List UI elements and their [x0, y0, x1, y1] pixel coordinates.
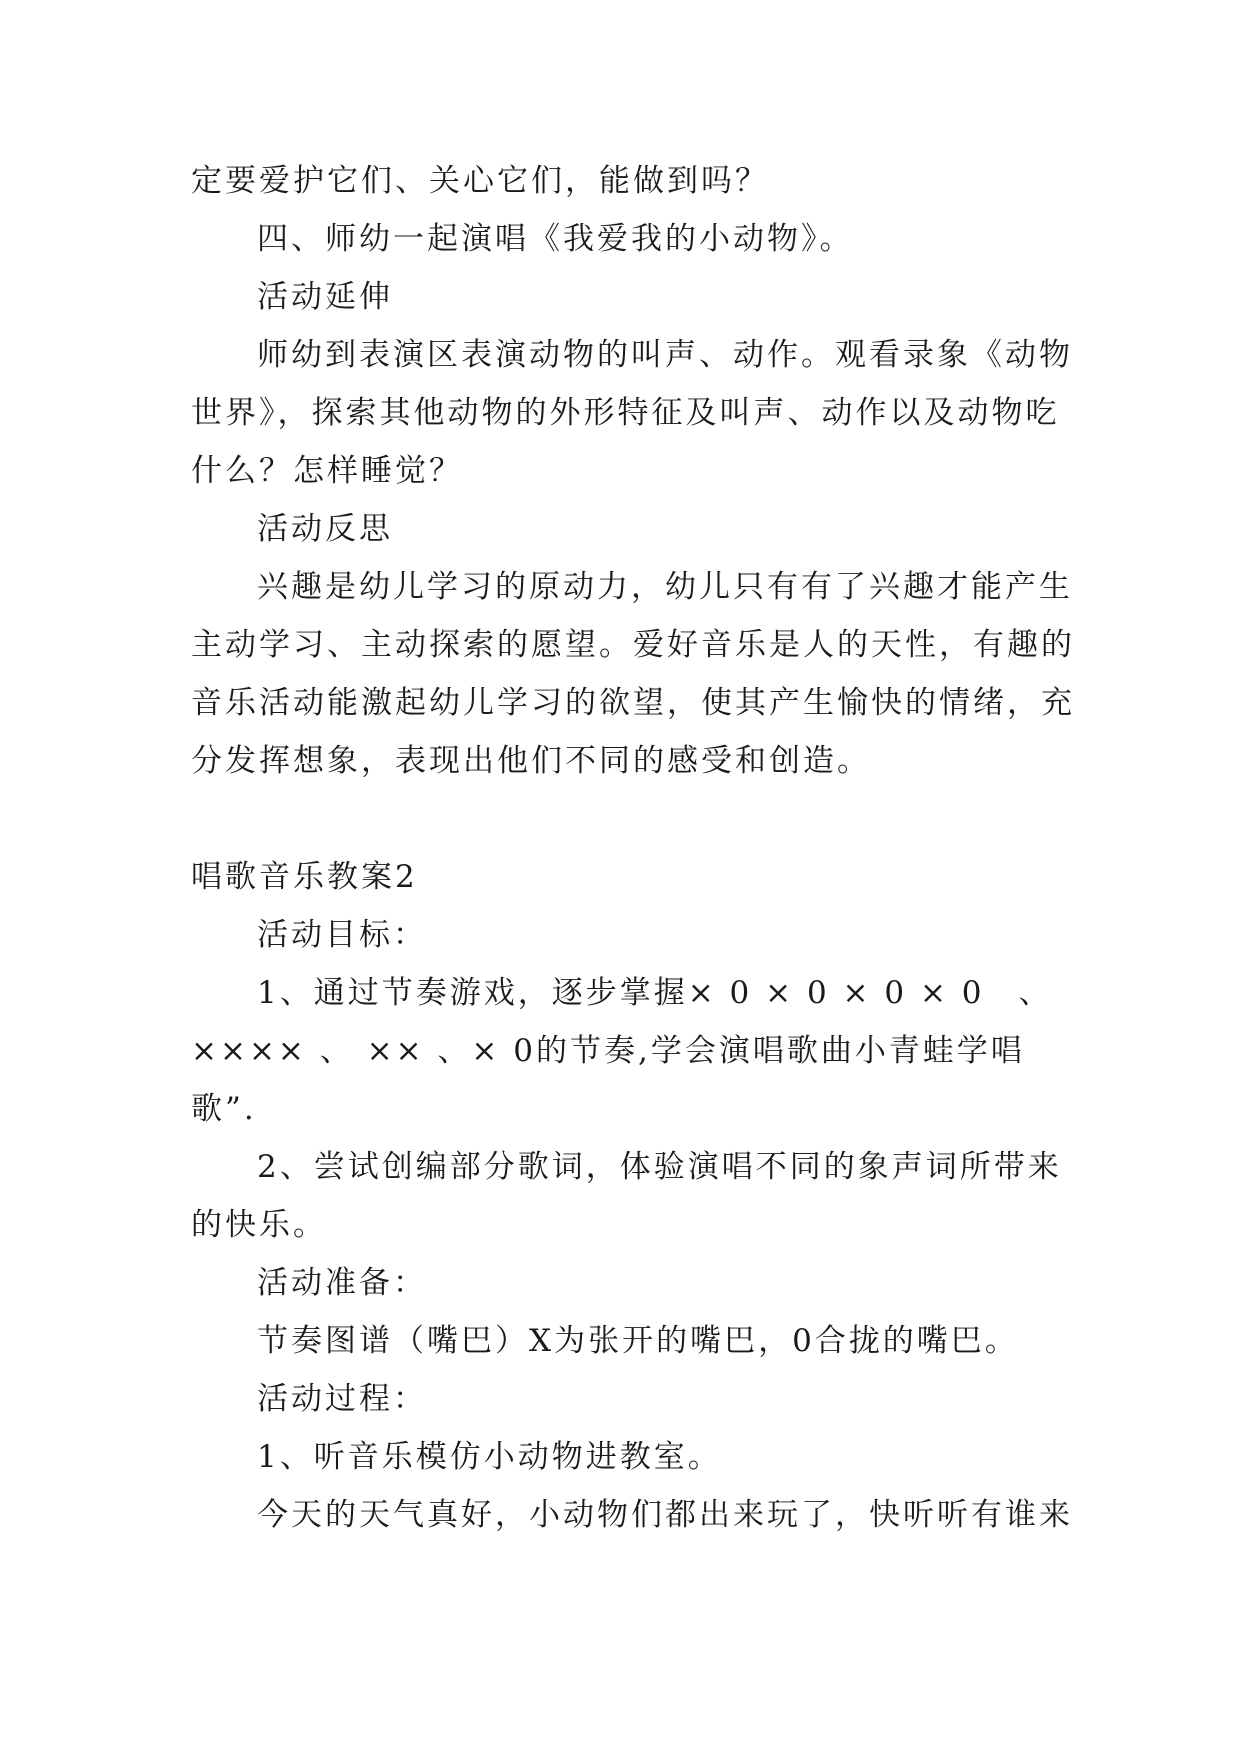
text-line: 分发挥想象，表现出他们不同的感受和创造。: [191, 743, 871, 779]
text-line: 今天的天气真好，小动物们都出来玩了，快听听有谁来: [257, 1497, 1073, 1533]
text-line: 的快乐。: [191, 1207, 327, 1243]
document-page: [191, 152, 1075, 1544]
text-line: 歌”.: [191, 1091, 257, 1127]
text-line: 世界》，探索其他动物的外形特征及叫声、动作以及动物吃: [191, 395, 1060, 431]
text-line: 1、听音乐模仿小动物进教室。: [257, 1439, 722, 1475]
section-heading: 活动目标：: [257, 917, 427, 953]
text-line: ×××× 、 ×× 、× 0的节奏,学会演唱歌曲小青蛙学唱: [191, 1033, 1025, 1069]
section-heading: 活动延伸: [257, 279, 393, 315]
section-heading: 活动反思: [257, 511, 393, 547]
text-line: 节奏图谱（嘴巴）X为张开的嘴巴，0合拢的嘴巴。: [257, 1323, 1019, 1359]
text-line: 什么？怎样睡觉？: [191, 453, 463, 489]
text-line: 四、师幼一起演唱《我爱我的小动物》。: [257, 221, 854, 257]
text-line: 1、通过节奏游戏，逐步掌握× 0 × 0 × 0 × 0 、: [257, 975, 1053, 1011]
section-heading: 活动准备：: [257, 1265, 427, 1301]
text-line: 2、尝试创编部分歌词，体验演唱不同的象声词所带来: [257, 1149, 1062, 1185]
text-line: 兴趣是幼儿学习的原动力，幼儿只有有了兴趣才能产生: [257, 569, 1073, 605]
paragraph-gap: [191, 790, 1051, 848]
text-line: 音乐活动能激起幼儿学习的欲望，使其产生愉快的情绪，充: [191, 685, 1075, 721]
text-line: 师幼到表演区表演动物的叫声、动作。观看录象《动物: [257, 337, 1073, 373]
document-title: 唱歌音乐教案2: [191, 859, 418, 895]
text-line: 主动学习、主动探索的愿望。爱好音乐是人的天性，有趣的: [191, 627, 1075, 663]
text-line: 定要爱护它们、关心它们，能做到吗？: [191, 163, 769, 199]
section-heading: 活动过程：: [257, 1381, 427, 1417]
